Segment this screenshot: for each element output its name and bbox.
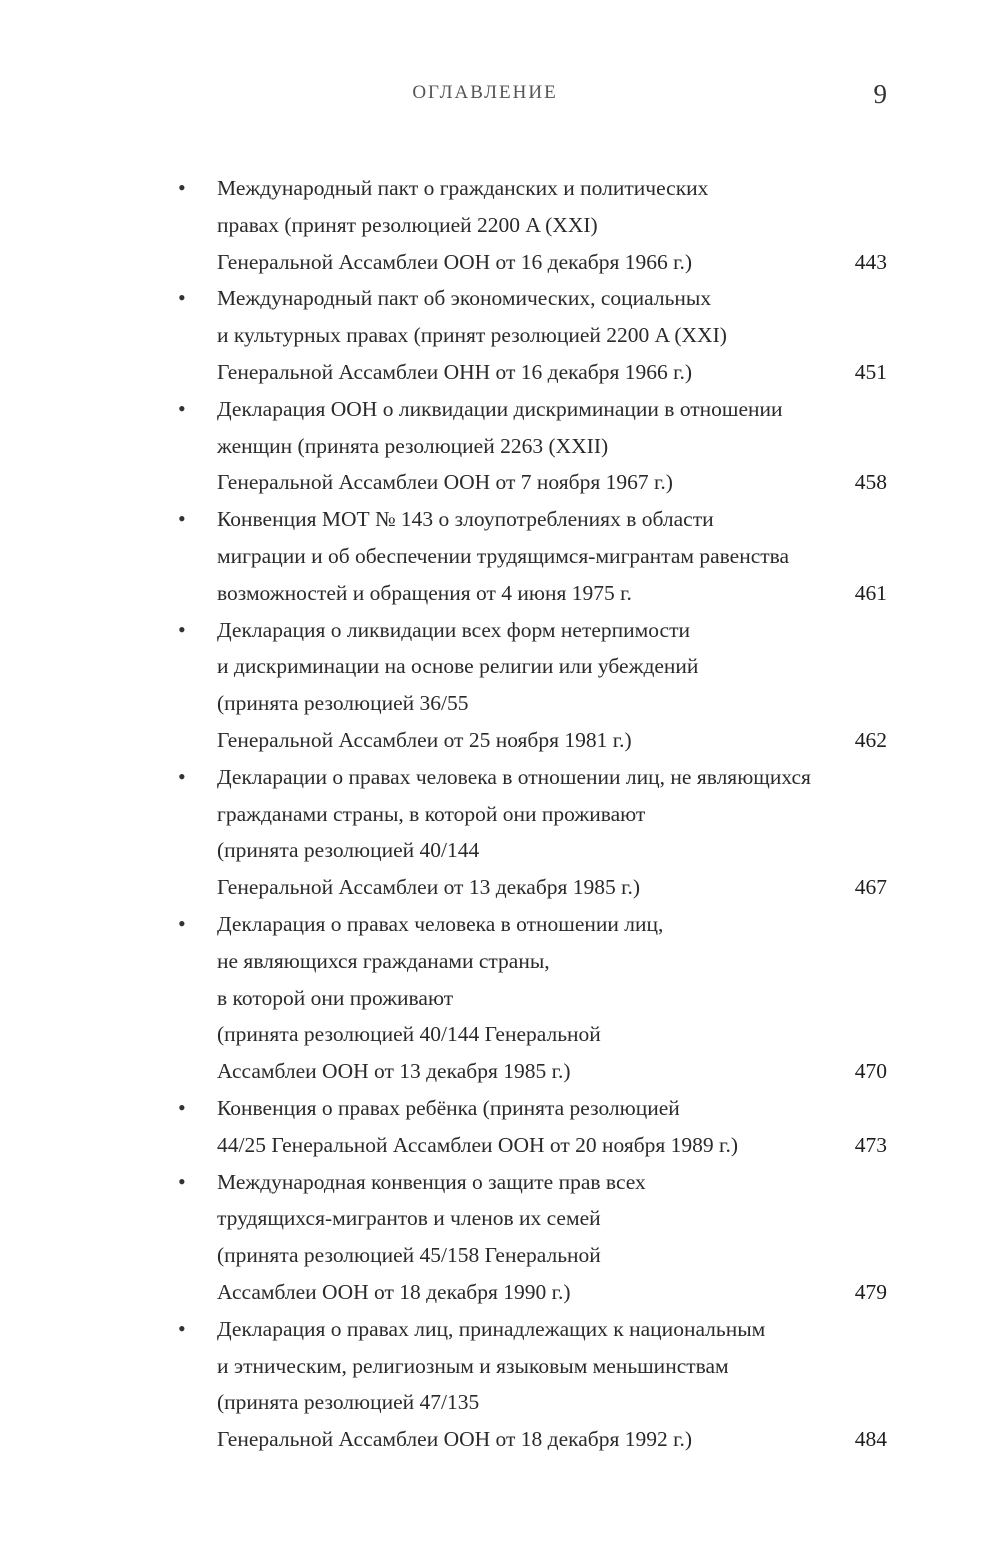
toc-entry-line: и дискриминации на основе религии или убеждений <box>217 654 699 679</box>
toc-entry-line: Генеральной Ассамблеи от 25 ноября 1981 г.) <box>217 727 632 752</box>
toc-entry-line: Ассамблеи ООН от 13 декабря 1985 г.) <box>217 1059 571 1084</box>
bullet-icon: • <box>178 763 186 789</box>
toc-entry-page-number: 470 <box>854 1059 887 1084</box>
toc-entry <box>0 170 1000 280</box>
toc-entry-line: не являющихся гражданами страны, <box>217 948 550 973</box>
toc-entry-line: Декларация о правах человека в отношении лиц, <box>217 911 664 936</box>
toc-entry-line: Декларации о правах человека в отношении лиц, не являющихся <box>217 764 811 789</box>
toc-entry-line: правах (принят резолюцией 2200 A (XXI) <box>217 212 598 237</box>
toc-entry <box>0 1311 1000 1458</box>
toc-entry-line: Генеральной Ассамблеи ООН от 18 декабря 1992 г.) <box>217 1427 693 1452</box>
toc-entry-line: Декларация ООН о ликвидации дискриминации в отношении <box>217 396 783 421</box>
bullet-icon: • <box>178 395 186 421</box>
toc-entry <box>0 501 1000 611</box>
toc-entry <box>0 759 1000 906</box>
toc-entry <box>0 280 1000 390</box>
bullet-icon: • <box>178 175 186 200</box>
bullet-icon: • <box>178 285 186 311</box>
toc-entry-title <box>217 1311 887 1458</box>
toc-entry-page-number: 473 <box>854 1132 887 1157</box>
toc-entry-title <box>217 1090 887 1164</box>
toc-entry-line: возможностей и обращения от 4 июня 1975 г. <box>217 580 632 605</box>
toc-entry <box>0 391 1000 501</box>
bullet-icon: • <box>178 1315 186 1341</box>
toc-entry-line: Генеральной Ассамблеи от 13 декабря 1985 г.) <box>217 875 641 900</box>
toc-entry <box>0 612 1000 759</box>
toc-entry-line: Международная конвенция о защите прав всех <box>217 1169 646 1194</box>
toc-entry-line: Декларация о правах лиц, принадлежащих к национальным <box>217 1316 766 1341</box>
toc-entry-line: и культурных правах (принят резолюцией 2200 A (XXI) <box>217 323 727 348</box>
bullet-icon: • <box>178 506 186 532</box>
toc-entry-page-number: 479 <box>854 1279 887 1304</box>
toc-entry-title <box>217 170 887 280</box>
toc-entry-line: гражданами страны, в которой они проживают <box>217 801 646 826</box>
toc-entry-page-number: 458 <box>854 470 887 495</box>
toc-entry-page-number: 462 <box>854 727 887 752</box>
toc-entry-title <box>217 906 887 1090</box>
toc-entry-title <box>217 759 887 906</box>
toc-entry-line: Декларация о ликвидации всех форм нетерпимости <box>217 617 690 642</box>
toc-entry-line: и этническим, религиозным и языковым меньшинствам <box>217 1353 729 1378</box>
toc-entry-line: 44/25 Генеральной Ассамблеи ООН от 20 ноября 1989 г.) <box>217 1132 738 1157</box>
toc-entry-line: Генеральной Ассамблеи ОНН от 16 декабря 1966 г.) <box>217 359 693 384</box>
toc-list <box>0 170 1000 1458</box>
toc-entry-page-number: 467 <box>854 875 887 900</box>
page-header-title: ОГЛАВЛЕНИЕ <box>412 82 558 103</box>
toc-entry <box>0 1164 1000 1311</box>
toc-entry-page-number: 443 <box>854 249 887 274</box>
page-number: 9 <box>873 79 887 109</box>
bullet-icon: • <box>178 910 186 936</box>
toc-entry <box>0 906 1000 1090</box>
bullet-icon: • <box>178 616 186 642</box>
bullet-icon: • <box>178 1094 186 1120</box>
toc-entry-title <box>217 391 887 501</box>
toc-entry-title <box>217 280 887 390</box>
toc-entry-title <box>217 1164 887 1311</box>
toc-entry-line: женщин (принята резолюцией 2263 (XXII) <box>217 433 609 458</box>
toc-entry-line: в которой они проживают <box>217 985 454 1010</box>
toc-entry-line: Генеральной Ассамблеи ООН от 7 ноября 1967 г.) <box>217 470 673 495</box>
toc-entry-page-number: 484 <box>854 1427 887 1452</box>
toc-entry-line: (принята резолюцией 36/55 <box>217 691 469 716</box>
toc-entry-line: трудящихся-мигрантов и членов их семей <box>217 1206 601 1231</box>
toc-entry-line: миграции и об обеспечении трудящимся-мигрантам равенства <box>217 543 790 568</box>
toc-entry-page-number: 461 <box>854 580 887 605</box>
toc-entry-title <box>217 612 887 759</box>
toc-entry-line: Международный пакт о гражданских и политических <box>217 176 709 200</box>
toc-entry-line: (принята резолюцией 40/144 Генеральной <box>217 1022 601 1047</box>
toc-entry-line: Международный пакт об экономических, социальных <box>217 286 712 311</box>
toc-entry-line: (принята резолюцией 47/135 <box>217 1390 480 1415</box>
toc-entry-line: (принята резолюцией 45/158 Генеральной <box>217 1243 601 1268</box>
toc-entry-line: (принята резолюцией 40/144 <box>217 838 480 863</box>
toc-entry-page-number: 451 <box>854 359 887 384</box>
toc-entry-line: Генеральной Ассамблеи ООН от 16 декабря 1966 г.) <box>217 249 693 274</box>
toc-entry-title <box>217 501 887 611</box>
toc-entry <box>0 1090 1000 1164</box>
toc-entry-line: Конвенция о правах ребёнка (принята резолюцией <box>217 1095 680 1120</box>
toc-entry-line: Ассамблеи ООН от 18 декабря 1990 г.) <box>217 1279 571 1304</box>
bullet-icon: • <box>178 1168 186 1194</box>
toc-entry-line: Конвенция МОТ № 143 о злоупотреблениях в области <box>217 507 714 532</box>
